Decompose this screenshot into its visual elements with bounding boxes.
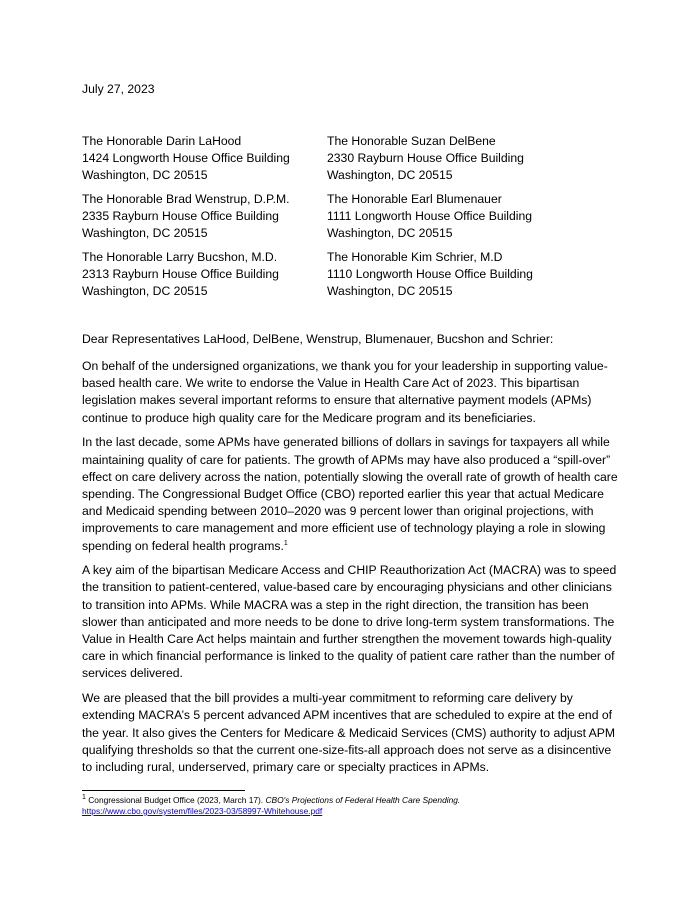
- recipient-city: Washington, DC 20515: [327, 284, 453, 298]
- recipient-office: 1110 Longworth House Office Building: [327, 267, 533, 281]
- footnote-link[interactable]: https://www.cbo.gov/system/files/2023-03/58997-Whitehouse.pdf: [82, 806, 323, 816]
- recipient-block-lahood: [82, 133, 290, 184]
- footnote: [82, 795, 642, 817]
- recipient-name: The Honorable Earl Blumenauer: [327, 192, 502, 206]
- recipient-office: 2335 Rayburn House Office Building: [82, 209, 279, 223]
- recipient-block-bucshon: [82, 249, 279, 300]
- recipient-city: Washington, DC 20515: [327, 226, 453, 240]
- recipient-office: 1111 Longworth House Office Building: [327, 209, 533, 223]
- footnote-citation: [82, 795, 642, 806]
- recipient-block-delbene: [327, 133, 524, 184]
- recipient-name: The Honorable Kim Schrier, M.D: [327, 250, 503, 264]
- recipient-name: The Honorable Suzan DelBene: [327, 134, 496, 148]
- paragraph-extension: We are pleased that the bill provides a multi-year commitment to reforming care delivery by extending MACRA’s 5 percent advanced APM incentives that are scheduled to expire at the end of the year. It also gives the Centers for Medicare & Medicaid Services (CMS) authority to adjust APM qualifying thresholds so that the current one-size-fits-all approach does not serve as a disincentive to including rural, underserved, primary care or specialty practices in APMs.: [82, 691, 616, 774]
- recipient-city: Washington, DC 20515: [82, 226, 208, 240]
- recipient-city: Washington, DC 20515: [327, 168, 453, 182]
- recipient-block-blumenauer: [327, 191, 532, 242]
- footnote-marker: 1: [82, 794, 86, 802]
- recipient-block-wenstrup: [82, 191, 290, 242]
- paragraph-savings-text: In the last decade, some APMs have generated billions of dollars in savings for taxpayers all while maintaining quality of care for patients. The growth of APMs may have also produced a “spill-over” effect on care delivery across the nation, potentially slowing the overall rate of growth of health care spending. The Congressional Budget Office (CBO) reported earlier this year that actual Medicare and Medicaid spending between 2010–2020 was 9 percent lower than original projections, with improvements to care management and more efficient use of technology playing a role in slowing spending on federal health programs.: [82, 435, 618, 553]
- recipient-office: 2313 Rayburn House Office Building: [82, 267, 279, 281]
- recipient-name: The Honorable Darin LaHood: [82, 134, 242, 148]
- recipient-city: Washington, DC 20515: [82, 284, 208, 298]
- footnote-reference[interactable]: 1: [283, 539, 288, 547]
- recipient-name: The Honorable Larry Bucshon, M.D.: [82, 250, 278, 264]
- recipient-office: 2330 Rayburn House Office Building: [327, 151, 524, 165]
- footnote-title: CBO's Projections of Federal Health Care Spending.: [265, 795, 461, 805]
- recipient-block-schrier: [327, 249, 533, 300]
- recipient-office: 1424 Longworth House Office Building: [82, 151, 290, 165]
- letter-date: July 27, 2023: [82, 82, 155, 96]
- paragraph-intro: On behalf of the undersigned organizations, we thank you for your leadership in supporting value-based health care. We write to endorse the Value in Health Care Act of 2023. This bipartisan legislation makes several important reforms to ensure that alternative payment models (APMs) continue to produce high quality care for the Medicare program and its beneficiaries.: [82, 359, 608, 425]
- recipient-name: The Honorable Brad Wenstrup, D.P.M.: [82, 192, 290, 206]
- paragraph-savings: [82, 434, 622, 554]
- footnote-prefix: Congressional Budget Office (2023, March 17).: [88, 795, 266, 805]
- recipient-city: Washington, DC 20515: [82, 168, 208, 182]
- letter-body: [82, 358, 622, 784]
- footnote-separator: [82, 790, 245, 791]
- salutation: Dear Representatives LaHood, DelBene, Wenstrup, Blumenauer, Bucshon and Schrier:: [82, 332, 554, 346]
- paragraph-macra: A key aim of the bipartisan Medicare Access and CHIP Reauthorization Act (MACRA) was to speed the transition to patient-centered, value-based care by encouraging physicians and other clinicians to transition into APMs. While MACRA was a step in the right direction, the transition has been slower than anticipated and more needs to be done to drive long-term system transformations. The Value in Health Care Act helps maintain and further strengthen the movement towards high-quality care in which financial performance is linked to the quality of patient care rather than the number of services delivered.: [82, 563, 617, 681]
